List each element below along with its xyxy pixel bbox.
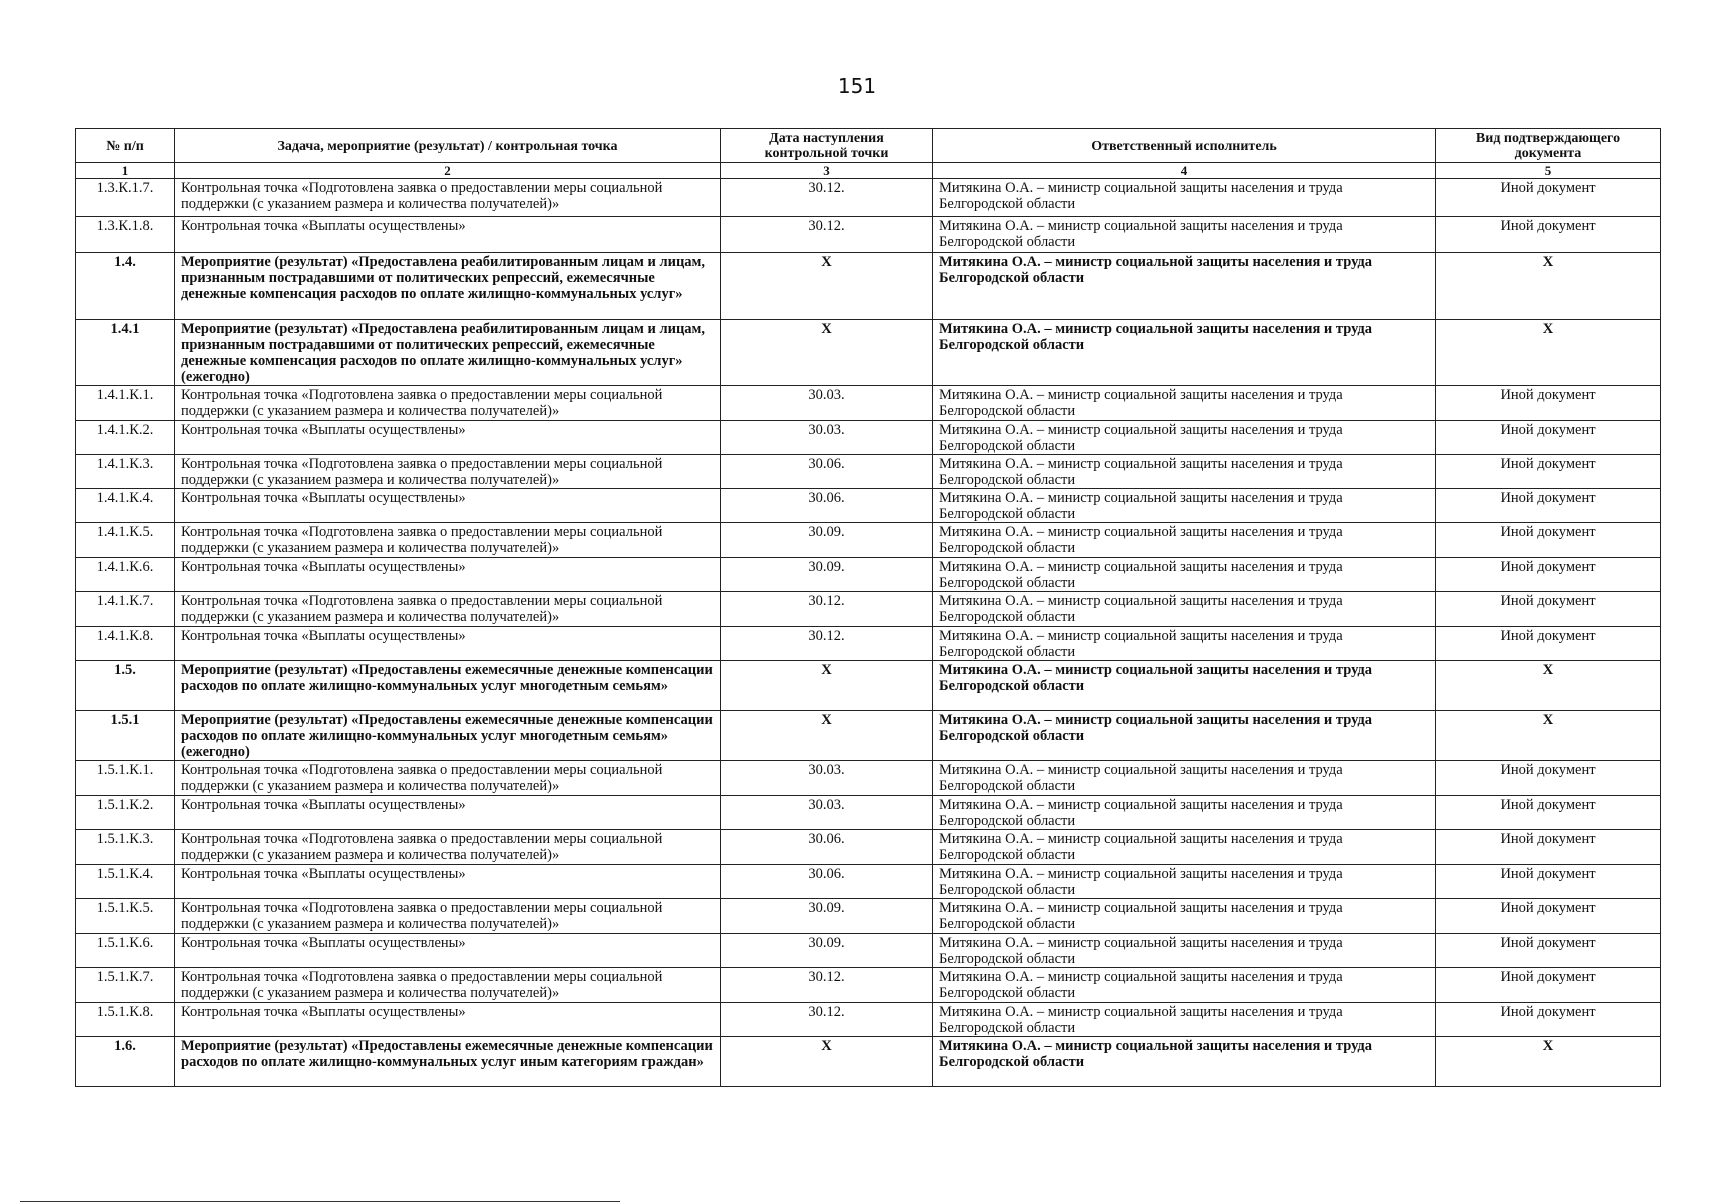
table-row <box>76 934 1661 968</box>
cell-executor: Митякина О.А. – министр социальной защиты населения и труда Белгородской области <box>933 253 1436 320</box>
cell-doc: Иной документ <box>1436 455 1661 489</box>
cell-task: Контрольная точка «Выплаты осуществлены» <box>175 865 721 899</box>
cell-doc: Иной документ <box>1436 796 1661 830</box>
cell-date: 30.12. <box>721 627 933 661</box>
cell-doc: Иной документ <box>1436 1003 1661 1037</box>
table-row <box>76 830 1661 865</box>
cell-num: 1.5. <box>76 661 175 711</box>
cell-task: Контрольная точка «Подготовлена заявка о предоставлении меры социальной поддержки (с указанием размера и количества получателей)» <box>175 830 721 865</box>
cell-doc: Иной документ <box>1436 489 1661 523</box>
table-row <box>76 899 1661 934</box>
cell-doc: Иной документ <box>1436 830 1661 865</box>
table-row <box>76 253 1661 320</box>
cell-executor: Митякина О.А. – министр социальной защиты населения и труда Белгородской области <box>933 179 1436 217</box>
cell-doc: Иной документ <box>1436 421 1661 455</box>
table-row <box>76 558 1661 592</box>
cell-date: 30.03. <box>721 421 933 455</box>
cell-task: Мероприятие (результат) «Предоставлены ежемесячные денежные компенсации расходов по оплате жилищно-коммунальных услуг многодетным семьям» (ежегодно) <box>175 711 721 761</box>
table-row <box>76 711 1661 761</box>
cell-task: Контрольная точка «Подготовлена заявка о предоставлении меры социальной поддержки (с указанием размера и количества получателей)» <box>175 455 721 489</box>
cell-executor: Митякина О.А. – министр социальной защиты населения и труда Белгородской области <box>933 796 1436 830</box>
cell-executor: Митякина О.А. – министр социальной защиты населения и труда Белгородской области <box>933 421 1436 455</box>
cell-executor: Митякина О.А. – министр социальной защиты населения и труда Белгородской области <box>933 627 1436 661</box>
cell-doc: Иной документ <box>1436 592 1661 627</box>
table-row <box>76 796 1661 830</box>
cell-num: 1.5.1.К.8. <box>76 1003 175 1037</box>
cell-num: 1.6. <box>76 1037 175 1087</box>
table-row <box>76 455 1661 489</box>
cell-num: 1.5.1.К.2. <box>76 796 175 830</box>
column-numbers-row <box>76 163 1661 179</box>
cell-num: 1.5.1.К.1. <box>76 761 175 796</box>
cell-task: Контрольная точка «Выплаты осуществлены» <box>175 558 721 592</box>
cell-date: 30.09. <box>721 934 933 968</box>
cell-executor: Митякина О.А. – министр социальной защиты населения и труда Белгородской области <box>933 1003 1436 1037</box>
cell-date: Х <box>721 1037 933 1087</box>
page-number: 151 <box>837 74 877 98</box>
cell-executor: Митякина О.А. – министр социальной защиты населения и труда Белгородской области <box>933 711 1436 761</box>
cell-executor: Митякина О.А. – министр социальной защиты населения и труда Белгородской области <box>933 899 1436 934</box>
table-row <box>76 968 1661 1003</box>
cell-date: 30.09. <box>721 523 933 558</box>
table-row <box>76 179 1661 217</box>
cell-task: Контрольная точка «Выплаты осуществлены» <box>175 796 721 830</box>
table-row <box>76 386 1661 421</box>
cell-doc: Иной документ <box>1436 386 1661 421</box>
cell-task: Контрольная точка «Подготовлена заявка о предоставлении меры социальной поддержки (с указанием размера и количества получателей)» <box>175 761 721 796</box>
cell-date: 30.09. <box>721 899 933 934</box>
cell-executor: Митякина О.А. – министр социальной защиты населения и труда Белгородской области <box>933 761 1436 796</box>
cell-date: Х <box>721 320 933 386</box>
cell-doc: Иной документ <box>1436 523 1661 558</box>
cell-date: Х <box>721 661 933 711</box>
cell-date: 30.06. <box>721 455 933 489</box>
header-num: № п/п <box>76 129 175 163</box>
cell-num: 1.5.1.К.6. <box>76 934 175 968</box>
cell-executor: Митякина О.А. – министр социальной защиты населения и труда Белгородской области <box>933 386 1436 421</box>
table-row <box>76 661 1661 711</box>
header-task: Задача, мероприятие (результат) / контрольная точка <box>175 129 721 163</box>
table-row <box>76 1003 1661 1037</box>
cell-task: Мероприятие (результат) «Предоставлены ежемесячные денежные компенсации расходов по оплате жилищно-коммунальных услуг многодетным семьям» <box>175 661 721 711</box>
table-row <box>76 489 1661 523</box>
cell-doc: Иной документ <box>1436 761 1661 796</box>
cell-task: Контрольная точка «Подготовлена заявка о предоставлении меры социальной поддержки (с указанием размера и количества получателей)» <box>175 179 721 217</box>
cell-doc: Иной документ <box>1436 899 1661 934</box>
cell-num: 1.4.1.К.4. <box>76 489 175 523</box>
cell-task: Контрольная точка «Подготовлена заявка о предоставлении меры социальной поддержки (с указанием размера и количества получателей)» <box>175 968 721 1003</box>
cell-task: Контрольная точка «Подготовлена заявка о предоставлении меры социальной поддержки (с указанием размера и количества получателей)» <box>175 899 721 934</box>
cell-num: 1.5.1.К.4. <box>76 865 175 899</box>
cell-doc: Иной документ <box>1436 558 1661 592</box>
column-number: 1 <box>76 163 175 179</box>
cell-doc: Иной документ <box>1436 179 1661 217</box>
cell-num: 1.4.1.К.3. <box>76 455 175 489</box>
cell-num: 1.5.1.К.5. <box>76 899 175 934</box>
cell-executor: Митякина О.А. – министр социальной защиты населения и труда Белгородской области <box>933 934 1436 968</box>
cell-task: Контрольная точка «Подготовлена заявка о предоставлении меры социальной поддержки (с указанием размера и количества получателей)» <box>175 386 721 421</box>
column-number: 2 <box>175 163 721 179</box>
cell-num: 1.3.К.1.8. <box>76 217 175 253</box>
cell-num: 1.5.1.К.3. <box>76 830 175 865</box>
cell-executor: Митякина О.А. – министр социальной защиты населения и труда Белгородской области <box>933 865 1436 899</box>
cell-num: 1.4.1.К.7. <box>76 592 175 627</box>
cell-num: 1.5.1 <box>76 711 175 761</box>
cell-date: 30.09. <box>721 558 933 592</box>
cell-doc: Иной документ <box>1436 627 1661 661</box>
cell-date: 30.12. <box>721 968 933 1003</box>
cell-executor: Митякина О.А. – министр социальной защиты населения и труда Белгородской области <box>933 523 1436 558</box>
cell-task: Контрольная точка «Выплаты осуществлены» <box>175 489 721 523</box>
header-doc: Вид подтверждающего документа <box>1436 129 1661 163</box>
cell-doc: Х <box>1436 320 1661 386</box>
cell-executor: Митякина О.А. – министр социальной защиты населения и труда Белгородской области <box>933 592 1436 627</box>
cell-executor: Митякина О.А. – министр социальной защиты населения и труда Белгородской области <box>933 1037 1436 1087</box>
column-number: 4 <box>933 163 1436 179</box>
cell-task: Контрольная точка «Выплаты осуществлены» <box>175 421 721 455</box>
table-row <box>76 523 1661 558</box>
cell-num: 1.3.К.1.7. <box>76 179 175 217</box>
cell-num: 1.4.1 <box>76 320 175 386</box>
cell-date: 30.06. <box>721 830 933 865</box>
table-row <box>76 761 1661 796</box>
cell-task: Мероприятие (результат) «Предоставлена реабилитированным лицам и лицам, признанным пострадавшими от политических репрессий, ежемесячные денежные компенсация расходов по оплате жилищно-коммунальных услуг» <box>175 253 721 320</box>
cell-executor: Митякина О.А. – министр социальной защиты населения и труда Белгородской области <box>933 489 1436 523</box>
cell-doc: Х <box>1436 661 1661 711</box>
cell-num: 1.4.1.К.6. <box>76 558 175 592</box>
cell-doc: Иной документ <box>1436 865 1661 899</box>
cell-date: 30.03. <box>721 796 933 830</box>
cell-num: 1.4.1.К.2. <box>76 421 175 455</box>
cell-date: 30.03. <box>721 761 933 796</box>
cell-doc: Х <box>1436 711 1661 761</box>
table-row <box>76 217 1661 253</box>
cell-date: Х <box>721 253 933 320</box>
cell-doc: Иной документ <box>1436 217 1661 253</box>
cell-task: Контрольная точка «Выплаты осуществлены» <box>175 627 721 661</box>
cell-date: 30.12. <box>721 179 933 217</box>
column-number: 3 <box>721 163 933 179</box>
table-row <box>76 421 1661 455</box>
cell-date: 30.12. <box>721 1003 933 1037</box>
table-row <box>76 627 1661 661</box>
table-row <box>76 320 1661 386</box>
table-row <box>76 592 1661 627</box>
table-row <box>76 865 1661 899</box>
cell-task: Мероприятие (результат) «Предоставлены ежемесячные денежные компенсации расходов по оплате жилищно-коммунальных услуг иным категориям граждан» <box>175 1037 721 1087</box>
cell-task: Мероприятие (результат) «Предоставлена реабилитированным лицам и лицам, признанным пострадавшими от политических репрессий, ежемесячные денежные компенсация расходов по оплате жилищно-коммунальных услуг» (ежегодно) <box>175 320 721 386</box>
cell-task: Контрольная точка «Выплаты осуществлены» <box>175 934 721 968</box>
cell-date: 30.12. <box>721 592 933 627</box>
cell-date: 30.03. <box>721 386 933 421</box>
cell-executor: Митякина О.А. – министр социальной защиты населения и труда Белгородской области <box>933 661 1436 711</box>
cell-date: 30.06. <box>721 865 933 899</box>
cell-date: 30.06. <box>721 489 933 523</box>
cell-task: Контрольная точка «Выплаты осуществлены» <box>175 217 721 253</box>
cell-doc: Иной документ <box>1436 934 1661 968</box>
control-points-table <box>75 128 1661 1087</box>
header-executor: Ответственный исполнитель <box>933 129 1436 163</box>
cell-executor: Митякина О.А. – министр социальной защиты населения и труда Белгородской области <box>933 558 1436 592</box>
cell-doc: Х <box>1436 253 1661 320</box>
cell-num: 1.4.1.К.1. <box>76 386 175 421</box>
column-number: 5 <box>1436 163 1661 179</box>
cell-executor: Митякина О.А. – министр социальной защиты населения и труда Белгородской области <box>933 830 1436 865</box>
cell-task: Контрольная точка «Подготовлена заявка о предоставлении меры социальной поддержки (с указанием размера и количества получателей)» <box>175 592 721 627</box>
cell-task: Контрольная точка «Подготовлена заявка о предоставлении меры социальной поддержки (с указанием размера и количества получателей)» <box>175 523 721 558</box>
cell-num: 1.5.1.К.7. <box>76 968 175 1003</box>
cell-num: 1.4. <box>76 253 175 320</box>
cell-date: Х <box>721 711 933 761</box>
table-header <box>76 129 1661 179</box>
cell-executor: Митякина О.А. – министр социальной защиты населения и труда Белгородской области <box>933 455 1436 489</box>
cell-num: 1.4.1.К.8. <box>76 627 175 661</box>
cell-doc: Иной документ <box>1436 968 1661 1003</box>
cell-date: 30.12. <box>721 217 933 253</box>
cell-executor: Митякина О.А. – министр социальной защиты населения и труда Белгородской области <box>933 217 1436 253</box>
table-body <box>76 179 1661 1087</box>
cell-executor: Митякина О.А. – министр социальной защиты населения и труда Белгородской области <box>933 320 1436 386</box>
table-row <box>76 1037 1661 1087</box>
cell-task: Контрольная точка «Выплаты осуществлены» <box>175 1003 721 1037</box>
cell-num: 1.4.1.К.5. <box>76 523 175 558</box>
header-date: Дата наступления контрольной точки <box>721 129 933 163</box>
cell-doc: Х <box>1436 1037 1661 1087</box>
cell-executor: Митякина О.А. – министр социальной защиты населения и труда Белгородской области <box>933 968 1436 1003</box>
